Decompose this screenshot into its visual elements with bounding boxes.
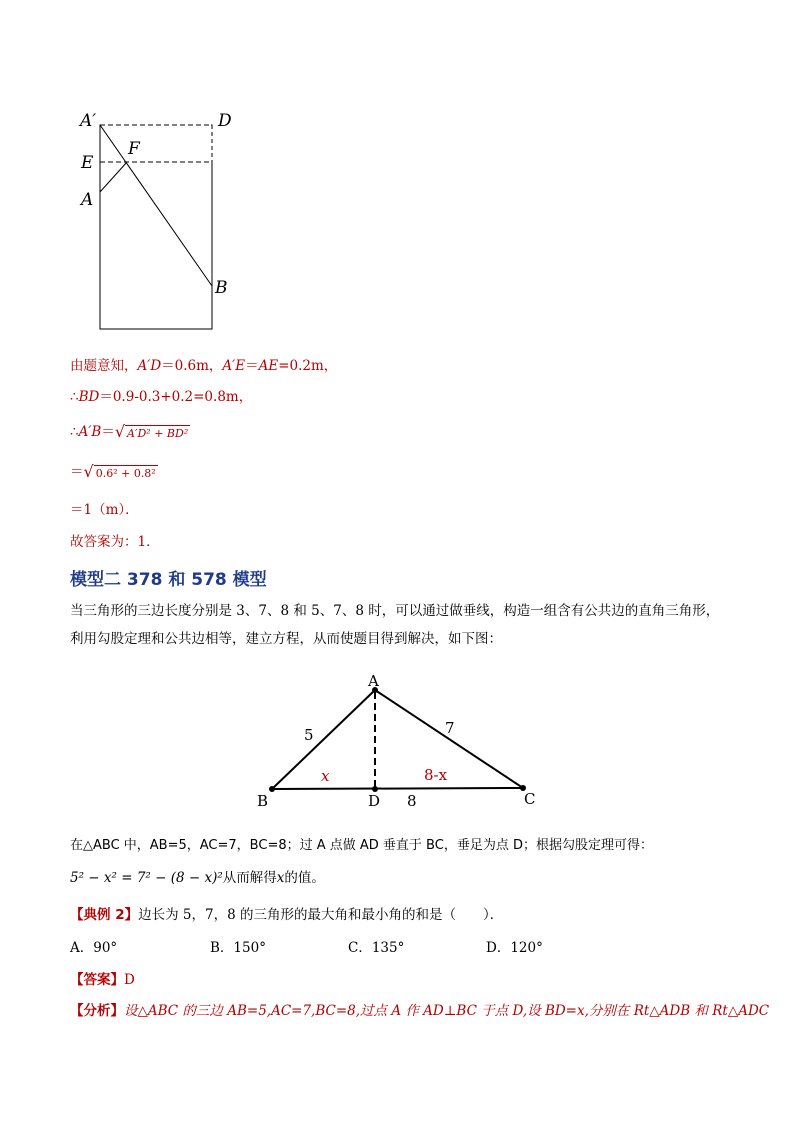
var: A′B (78, 424, 102, 440)
sqrt-expression (115, 423, 190, 442)
question-text: 边长为 5，7，8 的三角形的最大角和最小角的和是（ ）． (138, 907, 504, 923)
analysis-line (70, 999, 769, 1019)
option-a: A．90° (70, 940, 118, 956)
text: ＝ (101, 424, 115, 440)
line-a-f (100, 162, 127, 192)
analysis-tag: 【分析】 (70, 1003, 124, 1019)
sqrt-sign: √ (83, 462, 94, 481)
text: 从而解得 (222, 870, 277, 886)
tri-side-ab: 5 (304, 726, 314, 744)
tri-side-bc: 8 (407, 792, 417, 810)
figure-triangle-diagram (250, 670, 550, 810)
example-tag: 【典例 2】 (70, 907, 139, 923)
sqrt-expression (84, 463, 158, 482)
text: ＝0.6m， (161, 358, 223, 374)
figure-rectangle-diagram (70, 100, 250, 340)
solution-line-6: 故答案为：1． (70, 534, 160, 550)
label-a: A (81, 190, 94, 210)
solution-line-1 (70, 354, 337, 374)
tri-label-a: A (368, 672, 379, 690)
text: 的值。 (284, 870, 325, 886)
option-d: D．120° (486, 940, 543, 956)
text: ∴ (70, 424, 79, 440)
label-b: B (215, 278, 228, 298)
label-a-prime: A′ (80, 111, 97, 131)
example2-question (70, 903, 503, 923)
explain-equation-line (70, 866, 325, 886)
label-f: F (128, 139, 140, 159)
line-aprime-b (100, 125, 212, 286)
var: AE (258, 358, 279, 374)
solution-line-5: ＝1（m）． (70, 502, 139, 518)
sqrt-body: A′D² + BD² (127, 427, 189, 440)
tri-label-b: B (257, 792, 269, 810)
answer-tag: 【答案】 (70, 972, 124, 988)
side-bc (272, 788, 523, 789)
option-b: B．150° (210, 940, 266, 956)
label-e: E (81, 153, 94, 173)
tri-side-ac: 7 (445, 719, 455, 737)
analysis-text: 设△ABC 的三边 AB=5,AC=7,BC=8,过点 A 作 AD⊥BC 于点 D,设 BD=x,分别在 Rt△ADB 和 Rt△ADC (124, 1003, 770, 1019)
var: x (276, 870, 285, 886)
tri-label-c: C (524, 790, 536, 808)
explain-line-1: 在△ABC 中，AB=5，AC=7，BC=8；过 A 点做 AD 垂直于 BC，垂足为点 D；根据勾股定理可得： (70, 838, 653, 853)
sqrt-body: 0.6² + 0.8² (95, 467, 156, 480)
section-title: 模型二 378 和 578 模型 (70, 570, 267, 590)
equation: 5² − x² = 7² − (8 − x)² (70, 870, 223, 886)
text: =0.2m， (278, 358, 338, 374)
answer-value: D (124, 972, 135, 988)
sqrt-sign: √ (114, 422, 126, 441)
solution-line-4 (70, 460, 158, 482)
side-ac (375, 690, 523, 788)
tri-label-d: D (368, 792, 381, 810)
text: ＝ (70, 464, 84, 480)
tri-seg-bd: x (321, 767, 330, 785)
var: A′D (137, 358, 162, 374)
text: ＝0.9-0.3+0.2=0.8m， (99, 389, 253, 405)
intro-paragraph: 当三角形的三边长度分别是 3、7、8 和 5、7、8 时，可以通过做垂线，构造一组含有公共边的直角三角形，利用勾股定理和公共边相等，建立方程，从而使题目得到解决，如下图： (70, 603, 720, 647)
label-d: D (218, 111, 232, 131)
answer-line (70, 968, 135, 988)
tri-seg-dc: 8-x (424, 766, 448, 784)
option-c: C．135° (348, 940, 405, 956)
text: 由题意知， (70, 358, 138, 374)
rectangle-outline (100, 125, 212, 329)
text: ∴ (70, 389, 79, 405)
solution-line-3 (70, 420, 190, 442)
var: A′E (222, 358, 246, 374)
point-b (269, 786, 275, 792)
text: ＝ (245, 358, 259, 374)
solution-line-2 (70, 385, 252, 405)
var: BD (78, 389, 100, 405)
